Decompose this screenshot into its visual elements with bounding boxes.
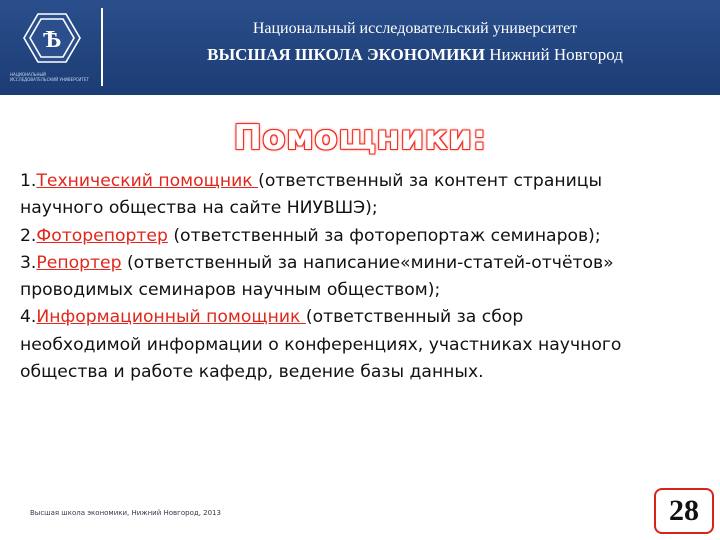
header-bar [0, 0, 720, 95]
list-item [20, 168, 648, 223]
role-description: (ответственный за написание«мини-статей-отчётов» проводимых семинаров научным обществом); [20, 252, 614, 301]
role-description: (ответственный за контент страницы научного общества на сайте НИУВШЭ); [20, 171, 603, 219]
role-name: Фоторепортер [36, 225, 168, 246]
list-item [20, 223, 648, 250]
footer-text: Высшая школа экономики, Нижний Новгород, 2013 [30, 509, 221, 517]
page-number-badge [654, 488, 714, 534]
item-number: 3. [20, 252, 37, 273]
roles-list [20, 168, 648, 386]
item-number: 4. [20, 307, 37, 328]
logo-caption: НАЦИОНАЛЬНЫЙ ИССЛЕДОВАТЕЛЬСКИЙ УНИВЕРСИТЕТ [10, 72, 89, 82]
item-number: 1. [20, 171, 37, 191]
svg-text:Ѣ: Ѣ [42, 27, 62, 53]
university-name [110, 45, 720, 65]
slide-title: Помощники: [233, 118, 487, 158]
city-name: Нижний Новгород [484, 45, 623, 64]
role-name: Репортер [36, 252, 122, 273]
item-number: 2. [20, 225, 37, 246]
role-name: Технический помощник [36, 171, 259, 191]
header-divider [101, 8, 103, 86]
page-number: 28 [669, 494, 699, 527]
list-item [20, 304, 648, 386]
role-description: (ответственный за сбор необходимой информации о конференциях, участниках научного общества и работе кафедр, ведение базы данных. [20, 307, 622, 383]
list-item [20, 250, 648, 305]
role-name: Информационный помощник [36, 307, 306, 328]
university-name-bold: ВЫСШАЯ ШКОЛА ЭКОНОМИКИ [207, 45, 485, 64]
role-description: (ответственный за фоторепортаж семинаров); [167, 225, 601, 246]
university-line: Национальный исследовательский университет [252, 20, 578, 37]
